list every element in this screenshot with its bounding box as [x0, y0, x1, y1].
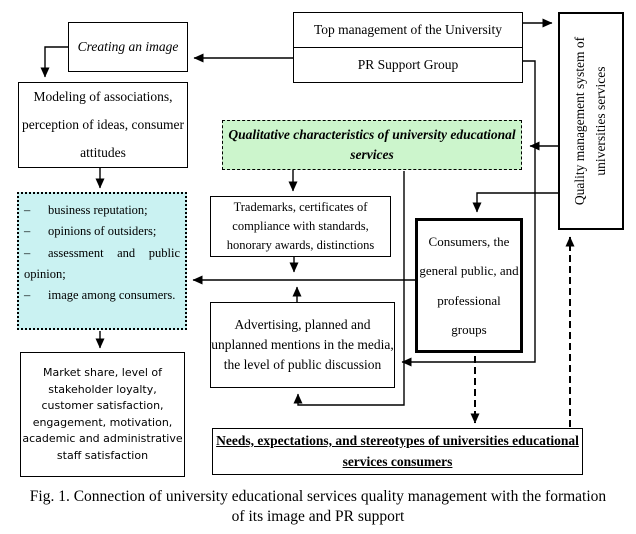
figure-caption	[0, 487, 636, 527]
trademarks-label: Trademarks, certificates of compliance with standards, honorary awards, distinctions	[226, 200, 375, 252]
dash-bullet: –	[24, 224, 31, 239]
dash-bullet: –	[24, 245, 31, 260]
consumers-box	[415, 218, 523, 353]
modeling-box	[18, 82, 188, 168]
list-item	[24, 285, 180, 306]
creating-image-box	[68, 22, 188, 72]
needs-label: Needs, expectations, and stereotypes of universities educational services consumers	[216, 432, 579, 469]
trademarks-box	[210, 196, 391, 257]
pr-support-label: PR Support Group	[357, 57, 459, 73]
needs-box	[212, 428, 583, 475]
list-item	[24, 221, 180, 242]
market-share-label: Market share, level of stakeholder loyalty, customer satisfaction, engagement, motivation, academic and administrative staff satisfaction	[22, 366, 183, 462]
list-item-text: opinions of outsiders;	[48, 224, 157, 239]
consumers-label: Consumers, the general public, and professional groups	[419, 234, 519, 337]
market-share-box	[20, 352, 185, 477]
quality-system-box	[558, 12, 624, 230]
top-management-box	[294, 13, 522, 47]
dash-bullet: –	[24, 288, 31, 302]
dash-bullet: –	[24, 203, 31, 217]
figure-caption-text: Fig. 1. Connection of university educational services quality management with the formation of its image and PR support	[29, 488, 607, 526]
modeling-label: Modeling of associations, perception of ideas, consumer attitudes	[22, 89, 184, 160]
quality-system-label: Quality management system of universities services	[572, 36, 608, 206]
image-components-box	[17, 192, 187, 330]
qualitative-characteristics-label: Qualitative characteristics of university educational services	[228, 127, 516, 162]
list-item-text: assessment and public opinion;	[24, 245, 180, 281]
arrow-quality-to-consumers	[477, 193, 558, 212]
advertising-label: Advertising, planned and unplanned mentions in the media, the level of public discussion	[211, 316, 394, 373]
list-item	[24, 200, 180, 221]
advertising-box	[210, 302, 395, 388]
list-item-text: business reputation;	[48, 203, 148, 217]
creating-image-label: Creating an image	[77, 38, 179, 54]
top-management-label: Top management of the University	[313, 22, 502, 38]
arrow-creating-to-modeling	[45, 47, 68, 77]
pr-support-box	[294, 47, 522, 82]
list-item	[24, 243, 180, 286]
qualitative-characteristics-box	[222, 120, 522, 170]
list-item-text: image among consumers.	[48, 288, 176, 302]
top-management-stack	[293, 12, 523, 83]
